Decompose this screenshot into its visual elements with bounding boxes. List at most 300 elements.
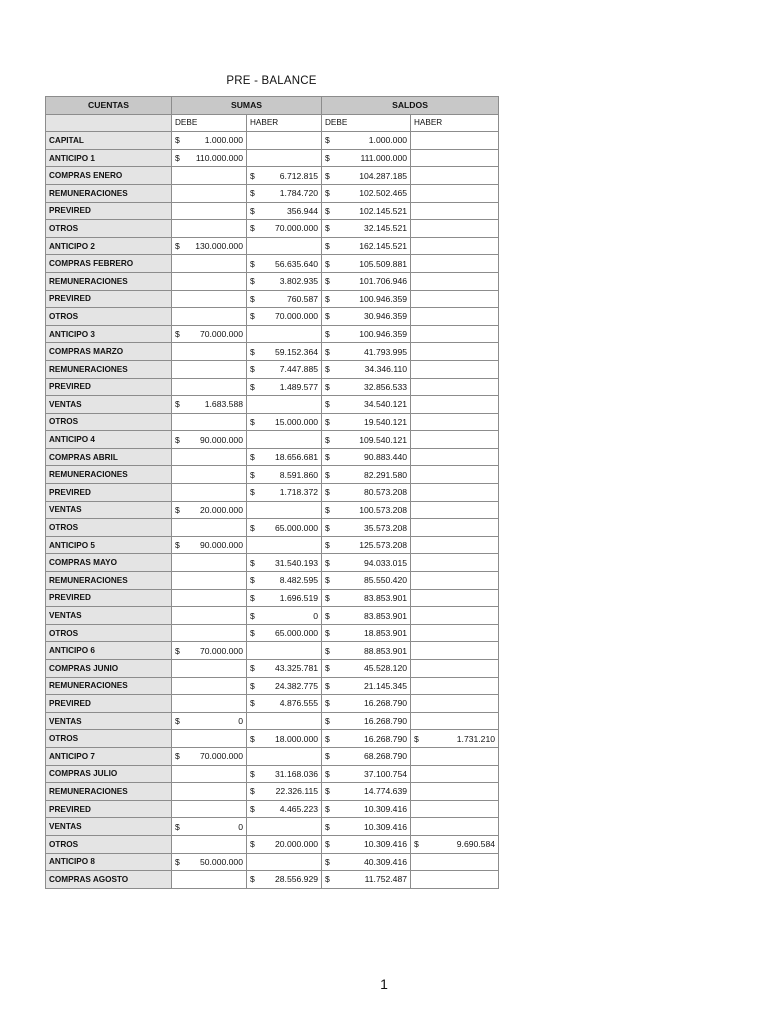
table-row — [46, 572, 499, 590]
amount-value: 4.876.555 — [279, 698, 319, 709]
sumas-haber-cell — [247, 589, 322, 607]
amount-value: 1.000.000 — [204, 135, 243, 146]
currency-symbol: $ — [250, 804, 255, 815]
amount-value: 56.635.640 — [275, 258, 319, 269]
account-name: OTROS — [46, 624, 172, 642]
saldos-debe-cell — [322, 308, 411, 326]
saldos-debe-cell — [322, 589, 411, 607]
sumas-debe-cell — [172, 730, 247, 748]
sumas-debe-cell — [172, 396, 247, 414]
currency-symbol: $ — [250, 680, 255, 691]
amount-value: 34.540.121 — [364, 399, 408, 410]
currency-symbol: $ — [325, 293, 330, 304]
table-row — [46, 642, 499, 660]
saldos-debe-cell — [322, 378, 411, 396]
table-row — [46, 184, 499, 202]
amount-value: 100.946.359 — [359, 329, 408, 340]
amount-value: 0 — [313, 610, 319, 621]
sumas-debe-cell — [172, 343, 247, 361]
amount-value: 65.000.000 — [275, 628, 319, 639]
amount-value: 18.853.901 — [364, 628, 408, 639]
currency-symbol: $ — [325, 346, 330, 357]
saldos-haber-cell — [411, 519, 499, 537]
account-name: ANTICIPO 2 — [46, 237, 172, 255]
sumas-debe-cell — [172, 624, 247, 642]
currency-symbol: $ — [250, 452, 255, 463]
sumas-debe-cell — [172, 272, 247, 290]
saldos-debe-cell — [322, 695, 411, 713]
saldos-debe-cell — [322, 818, 411, 836]
sumas-debe-cell — [172, 607, 247, 625]
saldos-debe-cell — [322, 730, 411, 748]
sumas-haber-cell — [247, 149, 322, 167]
sumas-haber-cell — [247, 378, 322, 396]
sumas-haber-cell — [247, 800, 322, 818]
sumas-haber-cell — [247, 501, 322, 519]
saldos-debe-cell — [322, 660, 411, 678]
amount-value: 101.706.946 — [359, 276, 408, 287]
saldos-haber-cell — [411, 484, 499, 502]
table-row — [46, 818, 499, 836]
account-name: REMUNERACIONES — [46, 677, 172, 695]
saldos-haber-cell — [411, 677, 499, 695]
sumas-haber-cell — [247, 466, 322, 484]
currency-symbol: $ — [250, 469, 255, 480]
saldos-haber-cell — [411, 536, 499, 554]
table-row — [46, 607, 499, 625]
amount-value: 82.291.580 — [364, 469, 408, 480]
amount-value: 760.587 — [286, 293, 319, 304]
table-row — [46, 624, 499, 642]
amount-value: 80.573.208 — [364, 487, 408, 498]
amount-value: 10.309.416 — [364, 821, 408, 832]
currency-symbol: $ — [325, 434, 330, 445]
sumas-debe-cell — [172, 783, 247, 801]
sumas-debe-cell — [172, 871, 247, 889]
sumas-haber-cell — [247, 237, 322, 255]
sumas-haber-cell — [247, 272, 322, 290]
currency-symbol: $ — [175, 153, 180, 164]
currency-symbol: $ — [325, 821, 330, 832]
sumas-haber-cell — [247, 220, 322, 238]
currency-symbol: $ — [175, 540, 180, 551]
currency-symbol: $ — [250, 188, 255, 199]
currency-symbol: $ — [325, 698, 330, 709]
amount-value: 70.000.000 — [275, 311, 319, 322]
currency-symbol: $ — [175, 135, 180, 146]
sumas-haber-cell — [247, 871, 322, 889]
header-blank-cell — [46, 114, 172, 132]
amount-value: 28.556.929 — [275, 874, 319, 885]
amount-value: 83.853.901 — [364, 610, 408, 621]
saldos-debe-cell — [322, 853, 411, 871]
amount-value: 40.309.416 — [364, 856, 408, 867]
amount-value: 24.382.775 — [275, 680, 319, 691]
table-row — [46, 501, 499, 519]
account-name: ANTICIPO 1 — [46, 149, 172, 167]
amount-value: 9.690.584 — [456, 839, 496, 850]
saldos-debe-cell — [322, 132, 411, 150]
amount-value: 30.946.359 — [364, 311, 408, 322]
saldos-debe-cell — [322, 835, 411, 853]
sumas-debe-cell — [172, 132, 247, 150]
account-name: ANTICIPO 4 — [46, 431, 172, 449]
sumas-debe-cell — [172, 484, 247, 502]
saldos-debe-cell — [322, 554, 411, 572]
sumas-debe-cell — [172, 519, 247, 537]
currency-symbol: $ — [175, 716, 180, 727]
currency-symbol: $ — [250, 786, 255, 797]
currency-symbol: $ — [250, 733, 255, 744]
amount-value: 8.482.595 — [279, 575, 319, 586]
saldos-debe-cell — [322, 765, 411, 783]
account-name: COMPRAS ENERO — [46, 167, 172, 185]
currency-symbol: $ — [175, 241, 180, 252]
currency-symbol: $ — [175, 751, 180, 762]
saldos-haber-cell — [411, 765, 499, 783]
currency-symbol: $ — [250, 874, 255, 885]
account-name: COMPRAS AGOSTO — [46, 871, 172, 889]
saldos-debe-cell — [322, 149, 411, 167]
sumas-haber-cell — [247, 167, 322, 185]
amount-value: 59.152.364 — [275, 346, 319, 357]
amount-value: 31.540.193 — [275, 557, 319, 568]
sumas-haber-cell — [247, 747, 322, 765]
currency-symbol: $ — [325, 733, 330, 744]
table-row — [46, 413, 499, 431]
account-name: COMPRAS MAYO — [46, 554, 172, 572]
saldos-haber-cell — [411, 695, 499, 713]
saldos-haber-cell — [411, 501, 499, 519]
saldos-debe-cell — [322, 360, 411, 378]
saldos-debe-cell — [322, 220, 411, 238]
sumas-debe-cell — [172, 220, 247, 238]
sumas-debe-cell — [172, 501, 247, 519]
account-name: PREVIRED — [46, 695, 172, 713]
saldos-haber-cell — [411, 413, 499, 431]
currency-symbol: $ — [175, 645, 180, 656]
currency-symbol: $ — [325, 364, 330, 375]
saldos-debe-cell — [322, 712, 411, 730]
sumas-haber-cell — [247, 642, 322, 660]
saldos-haber-cell — [411, 818, 499, 836]
saldos-debe-cell — [322, 519, 411, 537]
sumas-haber-cell — [247, 290, 322, 308]
table-row — [46, 835, 499, 853]
currency-symbol: $ — [250, 293, 255, 304]
amount-value: 22.326.115 — [275, 786, 319, 797]
amount-value: 32.145.521 — [364, 223, 408, 234]
account-name: PREVIRED — [46, 290, 172, 308]
sumas-haber-cell — [247, 431, 322, 449]
saldos-debe-cell — [322, 677, 411, 695]
saldos-haber-cell — [411, 607, 499, 625]
table-row — [46, 536, 499, 554]
table-row — [46, 290, 499, 308]
saldos-haber-cell — [411, 360, 499, 378]
sumas-haber-cell — [247, 202, 322, 220]
currency-symbol: $ — [325, 680, 330, 691]
sumas-debe-cell — [172, 677, 247, 695]
currency-symbol: $ — [325, 768, 330, 779]
sumas-haber-cell — [247, 853, 322, 871]
account-name: COMPRAS JULIO — [46, 765, 172, 783]
sumas-haber-cell — [247, 184, 322, 202]
sumas-debe-cell — [172, 413, 247, 431]
account-name: PREVIRED — [46, 484, 172, 502]
amount-value: 88.853.901 — [364, 645, 408, 656]
saldos-debe-cell — [322, 642, 411, 660]
saldos-haber-cell — [411, 272, 499, 290]
saldos-haber-cell — [411, 589, 499, 607]
currency-symbol: $ — [325, 610, 330, 621]
currency-symbol: $ — [250, 522, 255, 533]
amount-value: 32.856.533 — [364, 381, 408, 392]
sumas-haber-cell — [247, 765, 322, 783]
amount-value: 111.000.000 — [360, 153, 408, 164]
currency-symbol: $ — [325, 205, 330, 216]
currency-symbol: $ — [325, 504, 330, 515]
sumas-haber-cell — [247, 607, 322, 625]
header-sumas-haber: HABER — [247, 114, 322, 132]
amount-value: 65.000.000 — [275, 522, 319, 533]
amount-value: 110.000.000 — [195, 153, 243, 164]
account-name: OTROS — [46, 220, 172, 238]
saldos-debe-cell — [322, 343, 411, 361]
amount-value: 70.000.000 — [275, 223, 319, 234]
account-name: COMPRAS MARZO — [46, 343, 172, 361]
sumas-debe-cell — [172, 572, 247, 590]
amount-value: 16.268.790 — [364, 733, 408, 744]
saldos-debe-cell — [322, 484, 411, 502]
saldos-debe-cell — [322, 290, 411, 308]
sumas-haber-cell — [247, 624, 322, 642]
account-name: COMPRAS JUNIO — [46, 660, 172, 678]
sumas-debe-cell — [172, 202, 247, 220]
sumas-debe-cell — [172, 360, 247, 378]
amount-value: 4.465.223 — [279, 804, 319, 815]
currency-symbol: $ — [325, 311, 330, 322]
saldos-debe-cell — [322, 184, 411, 202]
currency-symbol: $ — [325, 839, 330, 850]
sumas-haber-cell — [247, 396, 322, 414]
sumas-haber-cell — [247, 677, 322, 695]
amount-value: 15.000.000 — [275, 416, 319, 427]
currency-symbol: $ — [250, 663, 255, 674]
amount-value: 16.268.790 — [364, 716, 408, 727]
saldos-haber-cell — [411, 149, 499, 167]
document-title: PRE - BALANCE — [226, 75, 317, 87]
currency-symbol: $ — [250, 698, 255, 709]
table-row — [46, 695, 499, 713]
amount-value: 7.447.885 — [279, 364, 319, 375]
sumas-haber-cell — [247, 572, 322, 590]
table-row — [46, 765, 499, 783]
saldos-debe-cell — [322, 501, 411, 519]
currency-symbol: $ — [325, 153, 330, 164]
account-name: ANTICIPO 3 — [46, 325, 172, 343]
saldos-debe-cell — [322, 783, 411, 801]
account-name: VENTAS — [46, 712, 172, 730]
table-row — [46, 202, 499, 220]
saldos-debe-cell — [322, 396, 411, 414]
currency-symbol: $ — [325, 329, 330, 340]
sumas-debe-cell — [172, 835, 247, 853]
saldos-debe-cell — [322, 624, 411, 642]
currency-symbol: $ — [250, 487, 255, 498]
saldos-debe-cell — [322, 536, 411, 554]
currency-symbol: $ — [325, 751, 330, 762]
amount-value: 1.731.210 — [456, 733, 496, 744]
currency-symbol: $ — [325, 258, 330, 269]
sumas-debe-cell — [172, 448, 247, 466]
saldos-haber-cell — [411, 730, 499, 748]
saldos-debe-cell — [322, 572, 411, 590]
saldos-haber-cell — [411, 448, 499, 466]
table-row — [46, 554, 499, 572]
currency-symbol: $ — [175, 856, 180, 867]
table-row — [46, 747, 499, 765]
currency-symbol: $ — [325, 856, 330, 867]
currency-symbol: $ — [325, 540, 330, 551]
currency-symbol: $ — [250, 628, 255, 639]
saldos-debe-cell — [322, 167, 411, 185]
sumas-debe-cell — [172, 695, 247, 713]
amount-value: 19.540.121 — [364, 416, 408, 427]
saldos-debe-cell — [322, 272, 411, 290]
sumas-debe-cell — [172, 660, 247, 678]
sumas-debe-cell — [172, 642, 247, 660]
amount-value: 16.268.790 — [364, 698, 408, 709]
amount-value: 14.774.639 — [364, 786, 408, 797]
sumas-debe-cell — [172, 800, 247, 818]
amount-value: 85.550.420 — [364, 575, 408, 586]
saldos-haber-cell — [411, 396, 499, 414]
header-saldos: SALDOS — [322, 97, 499, 115]
currency-symbol: $ — [414, 839, 419, 850]
sumas-debe-cell — [172, 167, 247, 185]
sumas-haber-cell — [247, 536, 322, 554]
table-row — [46, 448, 499, 466]
saldos-haber-cell — [411, 325, 499, 343]
sumas-debe-cell — [172, 818, 247, 836]
saldos-debe-cell — [322, 871, 411, 889]
table-row — [46, 660, 499, 678]
saldos-haber-cell — [411, 167, 499, 185]
amount-value: 43.325.781 — [275, 663, 319, 674]
amount-value: 104.287.185 — [359, 170, 408, 181]
amount-value: 18.656.681 — [275, 452, 319, 463]
saldos-haber-cell — [411, 783, 499, 801]
sumas-haber-cell — [247, 132, 322, 150]
currency-symbol: $ — [325, 416, 330, 427]
saldos-haber-cell — [411, 572, 499, 590]
amount-value: 90.000.000 — [199, 434, 243, 445]
sumas-haber-cell — [247, 660, 322, 678]
currency-symbol: $ — [325, 223, 330, 234]
table-row — [46, 712, 499, 730]
sumas-haber-cell — [247, 730, 322, 748]
sumas-debe-cell — [172, 184, 247, 202]
saldos-haber-cell — [411, 290, 499, 308]
currency-symbol: $ — [325, 874, 330, 885]
saldos-debe-cell — [322, 466, 411, 484]
saldos-haber-cell — [411, 624, 499, 642]
page-number: 1 — [380, 976, 388, 992]
amount-value: 1.489.577 — [279, 381, 319, 392]
amount-value: 100.573.208 — [359, 504, 408, 515]
table-row — [46, 149, 499, 167]
sumas-haber-cell — [247, 308, 322, 326]
amount-value: 162.145.521 — [359, 241, 408, 252]
amount-value: 35.573.208 — [364, 522, 408, 533]
table-row — [46, 677, 499, 695]
account-name: PREVIRED — [46, 378, 172, 396]
currency-symbol: $ — [325, 645, 330, 656]
account-name: ANTICIPO 7 — [46, 747, 172, 765]
account-name: REMUNERACIONES — [46, 272, 172, 290]
currency-symbol: $ — [325, 399, 330, 410]
amount-value: 50.000.000 — [199, 856, 243, 867]
amount-value: 130.000.000 — [195, 241, 243, 252]
header-row-columns — [46, 114, 499, 132]
sumas-haber-cell — [247, 448, 322, 466]
amount-value: 70.000.000 — [199, 329, 243, 340]
table-row — [46, 484, 499, 502]
table-row — [46, 396, 499, 414]
account-name: OTROS — [46, 413, 172, 431]
currency-symbol: $ — [250, 364, 255, 375]
account-name: OTROS — [46, 519, 172, 537]
sumas-debe-cell — [172, 554, 247, 572]
account-name: PREVIRED — [46, 202, 172, 220]
account-name: PREVIRED — [46, 800, 172, 818]
amount-value: 18.000.000 — [275, 733, 319, 744]
saldos-haber-cell — [411, 220, 499, 238]
currency-symbol: $ — [250, 557, 255, 568]
amount-value: 102.502.465 — [359, 188, 408, 199]
table-row — [46, 783, 499, 801]
amount-value: 90.883.440 — [364, 452, 408, 463]
amount-value: 20.000.000 — [275, 839, 319, 850]
table-body — [46, 132, 499, 889]
saldos-haber-cell — [411, 800, 499, 818]
table-row — [46, 308, 499, 326]
table-row — [46, 853, 499, 871]
saldos-debe-cell — [322, 413, 411, 431]
amount-value: 41.793.995 — [364, 346, 408, 357]
table-row — [46, 378, 499, 396]
sumas-haber-cell — [247, 835, 322, 853]
amount-value: 70.000.000 — [199, 645, 243, 656]
amount-value: 105.509.881 — [359, 258, 408, 269]
account-name: COMPRAS FEBRERO — [46, 255, 172, 273]
amount-value: 20.000.000 — [199, 504, 243, 515]
account-name: REMUNERACIONES — [46, 783, 172, 801]
sumas-haber-cell — [247, 413, 322, 431]
sumas-debe-cell — [172, 853, 247, 871]
amount-value: 1.000.000 — [368, 135, 408, 146]
header-sumas-debe: DEBE — [172, 114, 247, 132]
saldos-haber-cell — [411, 747, 499, 765]
saldos-haber-cell — [411, 853, 499, 871]
sumas-debe-cell — [172, 308, 247, 326]
currency-symbol: $ — [325, 381, 330, 392]
account-name: REMUNERACIONES — [46, 466, 172, 484]
sumas-debe-cell — [172, 589, 247, 607]
amount-value: 68.268.790 — [364, 751, 408, 762]
account-name: ANTICIPO 6 — [46, 642, 172, 660]
